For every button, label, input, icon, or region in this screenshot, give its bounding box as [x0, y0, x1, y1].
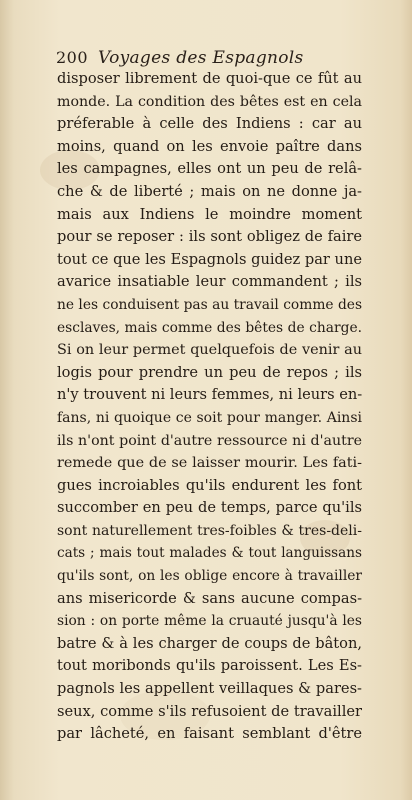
text-line: che & de liberté ; mais on ne donne ja-	[57, 182, 362, 200]
text-line: esclaves, mais comme des bêtes de charge.	[57, 319, 362, 336]
text-line: ils n'ont point d'autre ressource ni d'autre	[57, 432, 362, 449]
text-line: sont naturellement tres-foibles & tres-deli-	[57, 522, 362, 539]
page-number: 200	[56, 48, 89, 67]
text-line: tout ce que les Espagnols guidez par une	[57, 250, 362, 268]
text-line: ne les conduisent pas au travail comme des	[57, 296, 363, 313]
text-line: ans misericorde & sans aucune compas-	[57, 589, 362, 607]
text-line: mais aux Indiens le moindre moment	[57, 205, 362, 223]
text-line: moins, quand on les envoie paître dans	[57, 137, 362, 155]
text-line: pagnols les appellent veillaques & pares-	[57, 680, 362, 698]
text-line: qu'ils sont, on les oblige encore à travailler	[57, 568, 362, 585]
text-line: préferable à celle des Indiens : car au	[57, 115, 362, 133]
running-header	[56, 48, 376, 68]
text-line: avarice insatiable leur commandent ; ils	[57, 273, 362, 291]
text-line: tout moribonds qu'ils paroissent. Les Es-	[57, 657, 362, 675]
text-line: les campagnes, elles ont un peu de relâ-	[57, 160, 362, 178]
text-line: sion : on porte même la cruauté jusqu'à les	[57, 613, 362, 630]
text-line: monde. La condition des bêtes est en cela	[57, 93, 362, 110]
text-line: remede que de se laisser mourir. Les fati-	[57, 455, 362, 472]
text-line: disposer librement de quoi-que ce fût au	[57, 70, 362, 87]
text-line: fans, ni quoique ce soit pour manger. Ainsi	[57, 409, 362, 426]
text-line: cats ; mais tout malades & tout languissans	[57, 545, 362, 562]
text-line: seux, comme s'ils refusoient de travailler	[57, 702, 362, 720]
text-line: n'y trouvent ni leurs femmes, ni leurs en-	[57, 386, 363, 404]
body-text	[57, 68, 362, 746]
text-line: logis pour prendre un peu de repos ; ils	[57, 363, 362, 381]
text-line: succomber en peu de temps, parce qu'ils	[57, 499, 362, 517]
text-line: Si on leur permet quelquefois de venir au	[57, 342, 362, 359]
text-line: pour se reposer : ils sont obligez de faire	[57, 228, 362, 246]
text-line: gues incroiables qu'ils endurent les font	[57, 476, 362, 494]
text-line: batre & à les charger de coups de bâton,	[57, 634, 362, 652]
running-title: Voyages des Espagnols	[98, 48, 304, 68]
text-line: par lâcheté, en faisant semblant d'être	[57, 725, 362, 743]
